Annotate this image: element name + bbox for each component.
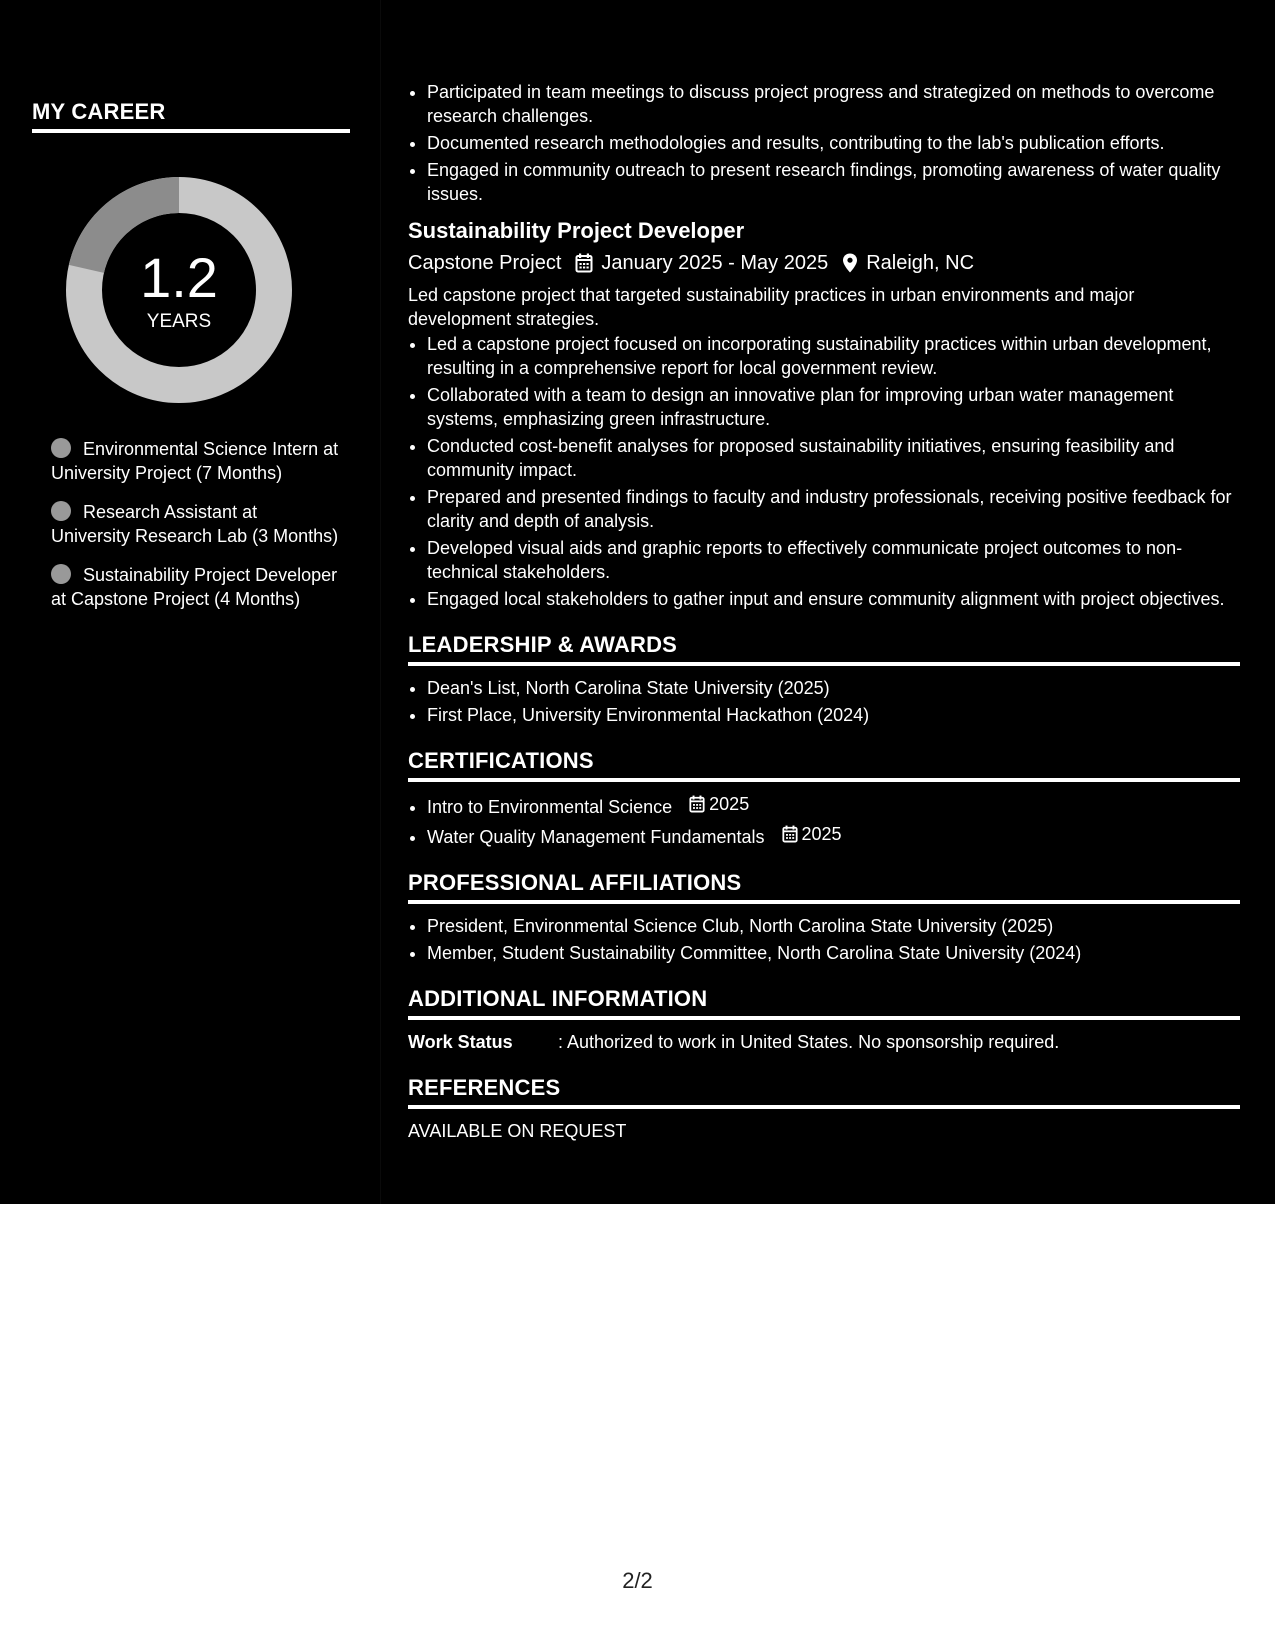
certification-item <box>427 822 1240 849</box>
bullet-item: • Developed visual aids and graphic reports to effectively communicate project outcomes to non-technical stakeholders. <box>427 536 1240 584</box>
job-title: Sustainability Project Developer <box>408 218 745 243</box>
certifications-list <box>408 792 1240 849</box>
work-status-value: : Authorized to work in United States. No sponsorship required. <box>558 1032 1060 1052</box>
leadership-title: LEADERSHIP & AWARDS <box>408 632 678 657</box>
calendar-icon <box>782 825 798 843</box>
bullet-item: • Engaged local stakeholders to gather input and ensure community alignment with project objectives. <box>427 587 1240 611</box>
references-title: REFERENCES <box>408 1075 561 1100</box>
job-meta <box>408 249 1240 277</box>
bullet-item: • Participated in team meetings to discuss project progress and strategized on methods to overcome research challenges. <box>427 80 1240 128</box>
leadership-item: • Dean's List, North Carolina State University (2025) <box>427 676 1240 700</box>
work-status-row <box>408 1030 1240 1054</box>
career-item-label: Environmental Science Intern at University Project (7 Months) <box>51 439 339 483</box>
bullet-item: • Collaborated with a team to design an innovative plan for improving urban water management systems, emphasizing green infrastructure. <box>427 383 1240 431</box>
section-rule <box>408 662 1240 666</box>
bullet-item: • Prepared and presented findings to faculty and industry professionals, receiving positive feedback for clarity and depth of analysis. <box>427 485 1240 533</box>
job-bullets <box>408 332 1240 611</box>
job-company: Capstone Project <box>408 252 562 274</box>
references-text: AVAILABLE ON REQUEST <box>408 1121 627 1141</box>
career-item <box>51 437 341 485</box>
job-description: Led capstone project that targeted sustainability practices in urban environments and major development strategies. <box>408 285 1135 329</box>
career-dot-icon <box>51 438 71 458</box>
career-item <box>51 563 341 611</box>
bullet-item: • Led a capstone project focused on incorporating sustainability practices within urban development, resulting in a comprehensive report for local government review. <box>427 332 1240 380</box>
map-pin-icon <box>842 253 858 273</box>
career-item <box>51 500 341 548</box>
page-number: 2/2 <box>622 1568 653 1593</box>
bullet-item: • Documented research methodologies and results, contributing to the lab's publication efforts. <box>427 131 1240 155</box>
leadership-item: • First Place, University Environmental Hackathon (2024) <box>427 703 1240 727</box>
section-rule <box>408 778 1240 782</box>
career-title-rule <box>32 129 350 133</box>
career-dot-icon <box>51 501 71 521</box>
bullet-item: • Conducted cost-benefit analyses for proposed sustainability initiatives, ensuring feasibility and community impact. <box>427 434 1240 482</box>
previous-job-bullets <box>408 80 1240 206</box>
job-location: Raleigh, NC <box>866 252 975 274</box>
career-item-label: Sustainability Project Developer at Capstone Project (4 Months) <box>51 565 338 609</box>
affiliations-title: PROFESSIONAL AFFILIATIONS <box>408 870 742 895</box>
calendar-icon <box>575 253 593 273</box>
affiliation-item: • Member, Student Sustainability Committee, North Carolina State University (2024) <box>427 941 1240 965</box>
calendar-icon <box>689 795 705 813</box>
experience-total-unit: YEARS <box>146 311 212 332</box>
certifications-title: CERTIFICATIONS <box>408 748 594 773</box>
affiliation-item: • President, Environmental Science Club, North Carolina State University (2025) <box>427 914 1240 938</box>
certification-name: Water Quality Management Fundamentals <box>427 827 765 847</box>
certification-name: Intro to Environmental Science <box>427 797 673 817</box>
career-list <box>51 437 341 626</box>
certification-year: 2025 <box>709 794 750 814</box>
job-dates: January 2025 - May 2025 <box>601 252 829 274</box>
certification-item <box>427 792 1240 819</box>
experience-total-value: 1.2 <box>140 246 218 309</box>
additional-info-title: ADDITIONAL INFORMATION <box>408 986 708 1011</box>
career-section-title: MY CAREER <box>32 99 166 124</box>
section-rule <box>408 900 1240 904</box>
main-content <box>408 80 1240 1143</box>
section-rule <box>408 1105 1240 1109</box>
leadership-list <box>408 676 1240 727</box>
certification-date <box>689 792 749 816</box>
bullet-item: • Engaged in community outreach to present research findings, promoting awareness of water quality issues. <box>427 158 1240 206</box>
affiliations-list <box>408 914 1240 965</box>
career-dot-icon <box>51 564 71 584</box>
career-item-label: Research Assistant at University Research Lab (3 Months) <box>51 502 339 546</box>
sidebar <box>0 0 380 1204</box>
work-status-label: Work Status <box>408 1032 513 1052</box>
section-rule <box>408 1016 1240 1020</box>
certification-year: 2025 <box>801 824 842 844</box>
certification-date <box>782 822 842 846</box>
